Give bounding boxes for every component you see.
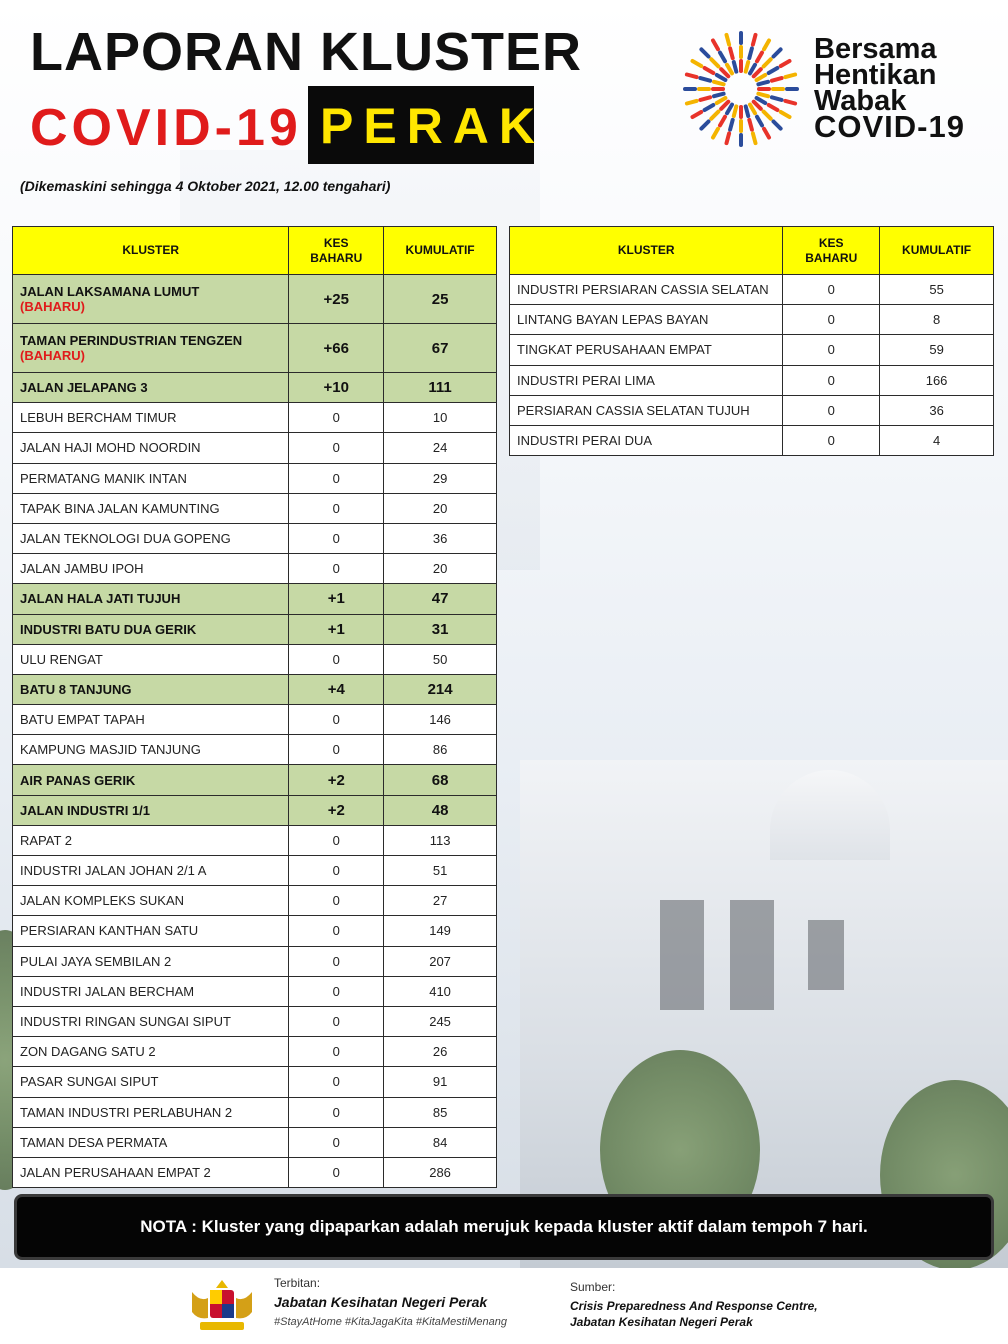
cluster-name-cell <box>13 1006 289 1036</box>
cluster-name: TAMAN PERINDUSTRIAN TENGZEN <box>20 333 243 348</box>
cumulative-cell: 4 <box>880 425 994 455</box>
new-cases-cell: 0 <box>289 735 384 765</box>
table-row <box>13 795 497 825</box>
table-row <box>13 463 497 493</box>
cumulative-cell: 48 <box>384 795 497 825</box>
new-cases-cell: 0 <box>783 365 880 395</box>
cumulative-cell: 59 <box>880 335 994 365</box>
update-date: (Dikemaskini sehingga 4 Oktober 2021, 12.00 tengahari) <box>20 178 391 194</box>
sunburst-ray <box>734 106 737 116</box>
sunburst-ray <box>721 69 728 76</box>
cluster-name-cell <box>13 614 289 644</box>
cumulative-cell: 113 <box>384 825 497 855</box>
table-row <box>510 425 994 455</box>
cluster-name-cell <box>13 856 289 886</box>
cluster-name-cell <box>13 674 289 704</box>
new-cases-cell: 0 <box>289 946 384 976</box>
sunburst-ray <box>687 75 697 78</box>
sunburst-ray <box>727 133 730 143</box>
sunburst-ray <box>785 75 795 78</box>
table-row <box>13 1037 497 1067</box>
sunburst-ray <box>749 120 752 130</box>
new-cases-cell: 0 <box>289 463 384 493</box>
cluster-name: TAPAK BINA JALAN KAMUNTING <box>20 500 220 516</box>
sunburst-ray <box>785 101 795 104</box>
sunburst-ray <box>774 49 781 56</box>
sunburst-ray <box>774 122 781 129</box>
table-row <box>13 523 497 553</box>
sunburst-logo-icon <box>680 28 802 150</box>
new-cases-cell: 0 <box>783 425 880 455</box>
cluster-name-cell <box>13 493 289 523</box>
cluster-name-cell <box>13 795 289 825</box>
sunburst-ray <box>721 102 728 109</box>
cumulative-cell: 86 <box>384 735 497 765</box>
sunburst-ray <box>772 78 782 81</box>
sunburst-ray <box>727 35 730 45</box>
table-row <box>510 335 994 365</box>
sunburst-ray <box>754 102 761 109</box>
table-row <box>13 324 497 373</box>
sunburst-ray <box>746 106 749 116</box>
note-banner: NOTA : Kluster yang dipaparkan adalah merujuk kepada kluster aktif dalam tempoh 7 hari. <box>14 1194 994 1260</box>
new-cases-cell: 0 <box>289 886 384 916</box>
table-row <box>13 825 497 855</box>
cumulative-cell: 84 <box>384 1127 497 1157</box>
header-new-cases-line1: KES <box>818 235 844 250</box>
table-header-row <box>13 227 497 275</box>
cluster-name: ULU RENGAT <box>20 651 103 667</box>
new-cases-cell: +2 <box>289 795 384 825</box>
new-cases-cell: 0 <box>289 1067 384 1097</box>
cluster-name-cell <box>13 705 289 735</box>
cluster-name-cell <box>13 1067 289 1097</box>
cluster-name: JALAN KOMPLEKS SUKAN <box>20 893 184 909</box>
header-new-cases <box>289 227 384 275</box>
cluster-name: BATU 8 TANJUNG <box>20 681 132 697</box>
source-line1: Crisis Preparedness And Response Centre, <box>570 1299 818 1313</box>
sunburst-ray <box>687 101 697 104</box>
sunburst-ray <box>750 65 755 74</box>
header-new-cases-line1: KES <box>323 235 349 250</box>
table-row <box>13 554 497 584</box>
cluster-name: JALAN INDUSTRI 1/1 <box>20 802 151 818</box>
sunburst-ray <box>781 112 790 117</box>
cumulative-cell: 166 <box>880 365 994 395</box>
cluster-name: ZON DAGANG SATU 2 <box>20 1044 156 1060</box>
sunburst-ray <box>713 41 718 50</box>
cumulative-cell: 91 <box>384 1067 497 1097</box>
sunburst-ray <box>693 61 702 66</box>
table-row <box>13 493 497 523</box>
malaysia-crest-icon <box>186 1278 258 1334</box>
cluster-name: KAMPUNG MASJID TANJUNG <box>20 742 201 758</box>
sunburst-ray <box>717 98 726 103</box>
cluster-name: PASAR SUNGAI SIPUT <box>20 1074 159 1090</box>
new-cases-cell: +25 <box>289 275 384 324</box>
cumulative-cell: 146 <box>384 705 497 735</box>
new-cases-cell: +2 <box>289 765 384 795</box>
cluster-name-cell <box>13 1097 289 1127</box>
sunburst-ray <box>727 105 732 114</box>
sunburst-ray <box>693 112 702 117</box>
campaign-line3: Wabak <box>814 85 907 117</box>
table-header-row <box>510 227 994 275</box>
cluster-name: LEBUH BERCHAM TIMUR <box>20 410 177 426</box>
cluster-name-cell <box>13 916 289 946</box>
cluster-name: JALAN TEKNOLOGI DUA GOPENG <box>20 531 231 547</box>
new-cases-cell: 0 <box>289 856 384 886</box>
report-title: LAPORAN KLUSTER <box>30 22 582 82</box>
cluster-table-right <box>509 226 994 456</box>
header-cluster: KLUSTER <box>13 227 289 275</box>
sunburst-ray <box>711 112 718 119</box>
new-cases-cell: 0 <box>289 644 384 674</box>
cluster-name-cell <box>13 403 289 433</box>
cluster-table-left <box>12 226 497 1188</box>
new-cases-cell: +1 <box>289 614 384 644</box>
sunburst-ray <box>700 78 710 81</box>
new-cases-cell: 0 <box>289 554 384 584</box>
cluster-name: BATU EMPAT TAPAH <box>20 712 145 728</box>
cumulative-cell: 31 <box>384 614 497 644</box>
cumulative-cell: 8 <box>880 305 994 335</box>
new-cases-cell: 0 <box>289 403 384 433</box>
cluster-name-cell: INDUSTRI PERSIARAN CASSIA SELATAN <box>510 275 783 305</box>
sunburst-ray <box>734 62 737 72</box>
table-row <box>510 365 994 395</box>
cumulative-cell: 24 <box>384 433 497 463</box>
table-row <box>13 433 497 463</box>
background-window <box>808 920 844 990</box>
cluster-name: JALAN PERUSAHAAN EMPAT 2 <box>20 1164 211 1180</box>
cluster-name-cell: PERSIARAN CASSIA SELATAN TUJUH <box>510 395 783 425</box>
sunburst-ray <box>713 129 718 138</box>
cumulative-cell: 410 <box>384 976 497 1006</box>
table-row <box>13 1097 497 1127</box>
cumulative-cell: 51 <box>384 856 497 886</box>
sunburst-ray <box>753 35 756 45</box>
new-cases-cell: +4 <box>289 674 384 704</box>
header-cumulative: KUMULATIF <box>384 227 497 275</box>
sunburst-ray <box>730 48 733 58</box>
report-subtitle: COVID-19 <box>30 99 302 157</box>
sunburst-ray <box>720 53 725 62</box>
table-row <box>13 1067 497 1097</box>
table-row <box>13 946 497 976</box>
cluster-name-cell <box>13 886 289 916</box>
sunburst-ray <box>764 129 769 138</box>
cluster-name: AIR PANAS GERIK <box>20 772 136 788</box>
new-cases-cell: 0 <box>289 1006 384 1036</box>
cumulative-cell: 36 <box>384 523 497 553</box>
new-cases-cell: 0 <box>289 976 384 1006</box>
new-cases-cell: 0 <box>783 395 880 425</box>
cluster-name-cell: LINTANG BAYAN LEPAS BAYAN <box>510 305 783 335</box>
table-row <box>510 275 994 305</box>
table-row <box>13 674 497 704</box>
cluster-name-cell <box>13 765 289 795</box>
cumulative-cell: 29 <box>384 463 497 493</box>
table-row <box>13 765 497 795</box>
table-row <box>13 1127 497 1157</box>
table-row <box>13 275 497 324</box>
cluster-name: TAMAN DESA PERMATA <box>20 1134 168 1150</box>
cluster-name: JALAN JELAPANG 3 <box>20 380 148 396</box>
cluster-name-cell <box>13 1127 289 1157</box>
new-cases-cell: 0 <box>289 916 384 946</box>
campaign-logo-text <box>814 33 965 144</box>
sunburst-ray <box>730 120 733 130</box>
header-new-cases <box>783 227 880 275</box>
sunburst-ray <box>705 105 714 110</box>
new-cases-cell: +1 <box>289 584 384 614</box>
table-row <box>13 976 497 1006</box>
cluster-name-cell <box>13 825 289 855</box>
cluster-name: JALAN HAJI MOHD NOORDIN <box>20 440 201 456</box>
cumulative-cell: 214 <box>384 674 497 704</box>
new-cases-cell: +66 <box>289 324 384 373</box>
new-cases-cell: 0 <box>289 1097 384 1127</box>
sunburst-ray <box>757 53 762 62</box>
sunburst-ray <box>754 69 761 76</box>
sunburst-ray <box>727 65 732 74</box>
cluster-name: JALAN HALA JATI TUJUH <box>20 591 181 607</box>
cumulative-cell: 149 <box>384 916 497 946</box>
cluster-name: RAPAT 2 <box>20 832 73 848</box>
new-cases-cell: 0 <box>783 335 880 365</box>
cluster-name-cell: TINGKAT PERUSAHAAN EMPAT <box>510 335 783 365</box>
table-row <box>13 916 497 946</box>
sunburst-ray <box>720 117 725 126</box>
new-cases-cell: +10 <box>289 373 384 403</box>
sunburst-ray <box>758 82 768 85</box>
sunburst-ray <box>781 61 790 66</box>
table-row <box>510 395 994 425</box>
new-cases-cell: 0 <box>289 1037 384 1067</box>
sunburst-ray <box>757 117 762 126</box>
table-row <box>13 856 497 886</box>
cumulative-cell: 245 <box>384 1006 497 1036</box>
cumulative-cell: 55 <box>880 275 994 305</box>
cluster-name-cell <box>13 324 289 373</box>
sunburst-ray <box>750 105 755 114</box>
table-row <box>13 705 497 735</box>
cluster-name-cell <box>13 554 289 584</box>
header-cluster: KLUSTER <box>510 227 783 275</box>
new-cases-cell: 0 <box>289 705 384 735</box>
cluster-name: PULAI JAYA SEMBILAN 2 <box>20 953 172 969</box>
cumulative-cell: 207 <box>384 946 497 976</box>
new-cases-cell: 0 <box>783 275 880 305</box>
cluster-name: INDUSTRI RINGAN SUNGAI SIPUT <box>20 1014 231 1030</box>
sunburst-ray <box>772 97 782 100</box>
table-row <box>13 403 497 433</box>
sunburst-ray <box>705 68 714 73</box>
campaign-line4: COVID-19 <box>814 109 965 144</box>
header-cumulative: KUMULATIF <box>880 227 994 275</box>
cumulative-cell: 286 <box>384 1157 497 1187</box>
sunburst-ray <box>749 48 752 58</box>
sunburst-ray <box>757 98 766 103</box>
sunburst-ray <box>769 68 778 73</box>
background-window <box>730 900 774 1010</box>
table-row <box>13 886 497 916</box>
sunburst-ray <box>700 97 710 100</box>
cumulative-cell: 27 <box>384 886 497 916</box>
new-cases-cell: 0 <box>289 825 384 855</box>
new-cases-cell: 0 <box>289 433 384 463</box>
cumulative-cell: 68 <box>384 765 497 795</box>
cluster-name: TAMAN INDUSTRI PERLABUHAN 2 <box>20 1104 233 1120</box>
sunburst-ray <box>764 59 771 66</box>
cumulative-cell: 111 <box>384 373 497 403</box>
new-cases-cell: 0 <box>289 1157 384 1187</box>
cumulative-cell: 26 <box>384 1037 497 1067</box>
cumulative-cell: 25 <box>384 275 497 324</box>
cluster-name-cell <box>13 523 289 553</box>
campaign-line2: Hentikan <box>814 59 937 91</box>
sunburst-ray <box>769 105 778 110</box>
new-cluster-tag: (BAHARU) <box>20 299 85 314</box>
publisher-name: Jabatan Kesihatan Negeri Perak <box>274 1294 488 1310</box>
cluster-name-cell: INDUSTRI PERAI DUA <box>510 425 783 455</box>
cumulative-cell: 20 <box>384 493 497 523</box>
table-row <box>13 644 497 674</box>
cumulative-cell: 20 <box>384 554 497 584</box>
campaign-line1: Bersama <box>814 33 937 65</box>
cluster-name: JALAN LAKSAMANA LUMUT <box>20 284 200 299</box>
cluster-name-cell <box>13 1157 289 1187</box>
source-line2: Jabatan Kesihatan Negeri Perak <box>570 1315 753 1329</box>
sunburst-ray <box>714 94 724 97</box>
background-window <box>660 900 704 1010</box>
header-new-cases-line2: BAHARU <box>805 250 858 265</box>
new-cluster-tag: (BAHARU) <box>20 348 85 363</box>
table-row <box>510 305 994 335</box>
source-label: Sumber: <box>570 1280 616 1294</box>
cluster-name: JALAN JAMBU IPOH <box>20 561 144 577</box>
sunburst-ray <box>701 49 708 56</box>
cluster-name-cell: INDUSTRI PERAI LIMA <box>510 365 783 395</box>
cluster-name: PERSIARAN KANTHAN SATU <box>20 923 199 939</box>
cluster-name-cell <box>13 946 289 976</box>
sunburst-ray <box>764 41 769 50</box>
new-cases-cell: 0 <box>289 493 384 523</box>
cluster-name-cell <box>13 373 289 403</box>
cluster-name: INDUSTRI JALAN JOHAN 2/1 A <box>20 863 207 879</box>
published-label: Terbitan: <box>274 1276 321 1290</box>
cluster-name-cell <box>13 433 289 463</box>
cluster-name-cell <box>13 463 289 493</box>
cumulative-cell: 50 <box>384 644 497 674</box>
table-row <box>13 1157 497 1187</box>
cluster-name-cell <box>13 976 289 1006</box>
cluster-name-cell <box>13 1037 289 1067</box>
table-row <box>13 373 497 403</box>
cumulative-cell: 85 <box>384 1097 497 1127</box>
header-new-cases-line2: BAHARU <box>310 250 363 265</box>
sunburst-ray <box>714 82 724 85</box>
cluster-name: INDUSTRI BATU DUA GERIK <box>20 621 197 637</box>
cluster-name: PERMATANG MANIK INTAN <box>20 470 187 486</box>
cumulative-cell: 10 <box>384 403 497 433</box>
sunburst-ray <box>764 112 771 119</box>
table-row <box>13 614 497 644</box>
sunburst-ray <box>717 75 726 80</box>
cluster-name-cell <box>13 584 289 614</box>
sunburst-ray <box>746 62 749 72</box>
cluster-name-cell <box>13 275 289 324</box>
cumulative-cell: 67 <box>384 324 497 373</box>
table-row <box>13 735 497 765</box>
hashtags: #StayAtHome #KitaJagaKita #KitaMestiMenang <box>274 1316 507 1328</box>
sunburst-ray <box>757 75 766 80</box>
table-row <box>13 1006 497 1036</box>
sunburst-ray <box>711 59 718 66</box>
table-row <box>13 584 497 614</box>
cluster-name-cell <box>13 735 289 765</box>
cumulative-cell: 36 <box>880 395 994 425</box>
region-name: PERAK <box>320 98 546 154</box>
new-cases-cell: 0 <box>783 305 880 335</box>
footer <box>0 1268 1008 1344</box>
sunburst-ray <box>758 94 768 97</box>
new-cases-cell: 0 <box>289 1127 384 1157</box>
sunburst-ray <box>701 122 708 129</box>
cluster-name-cell <box>13 644 289 674</box>
cumulative-cell: 47 <box>384 584 497 614</box>
new-cases-cell: 0 <box>289 523 384 553</box>
sunburst-ray <box>753 133 756 143</box>
cluster-name: INDUSTRI JALAN BERCHAM <box>20 983 195 999</box>
